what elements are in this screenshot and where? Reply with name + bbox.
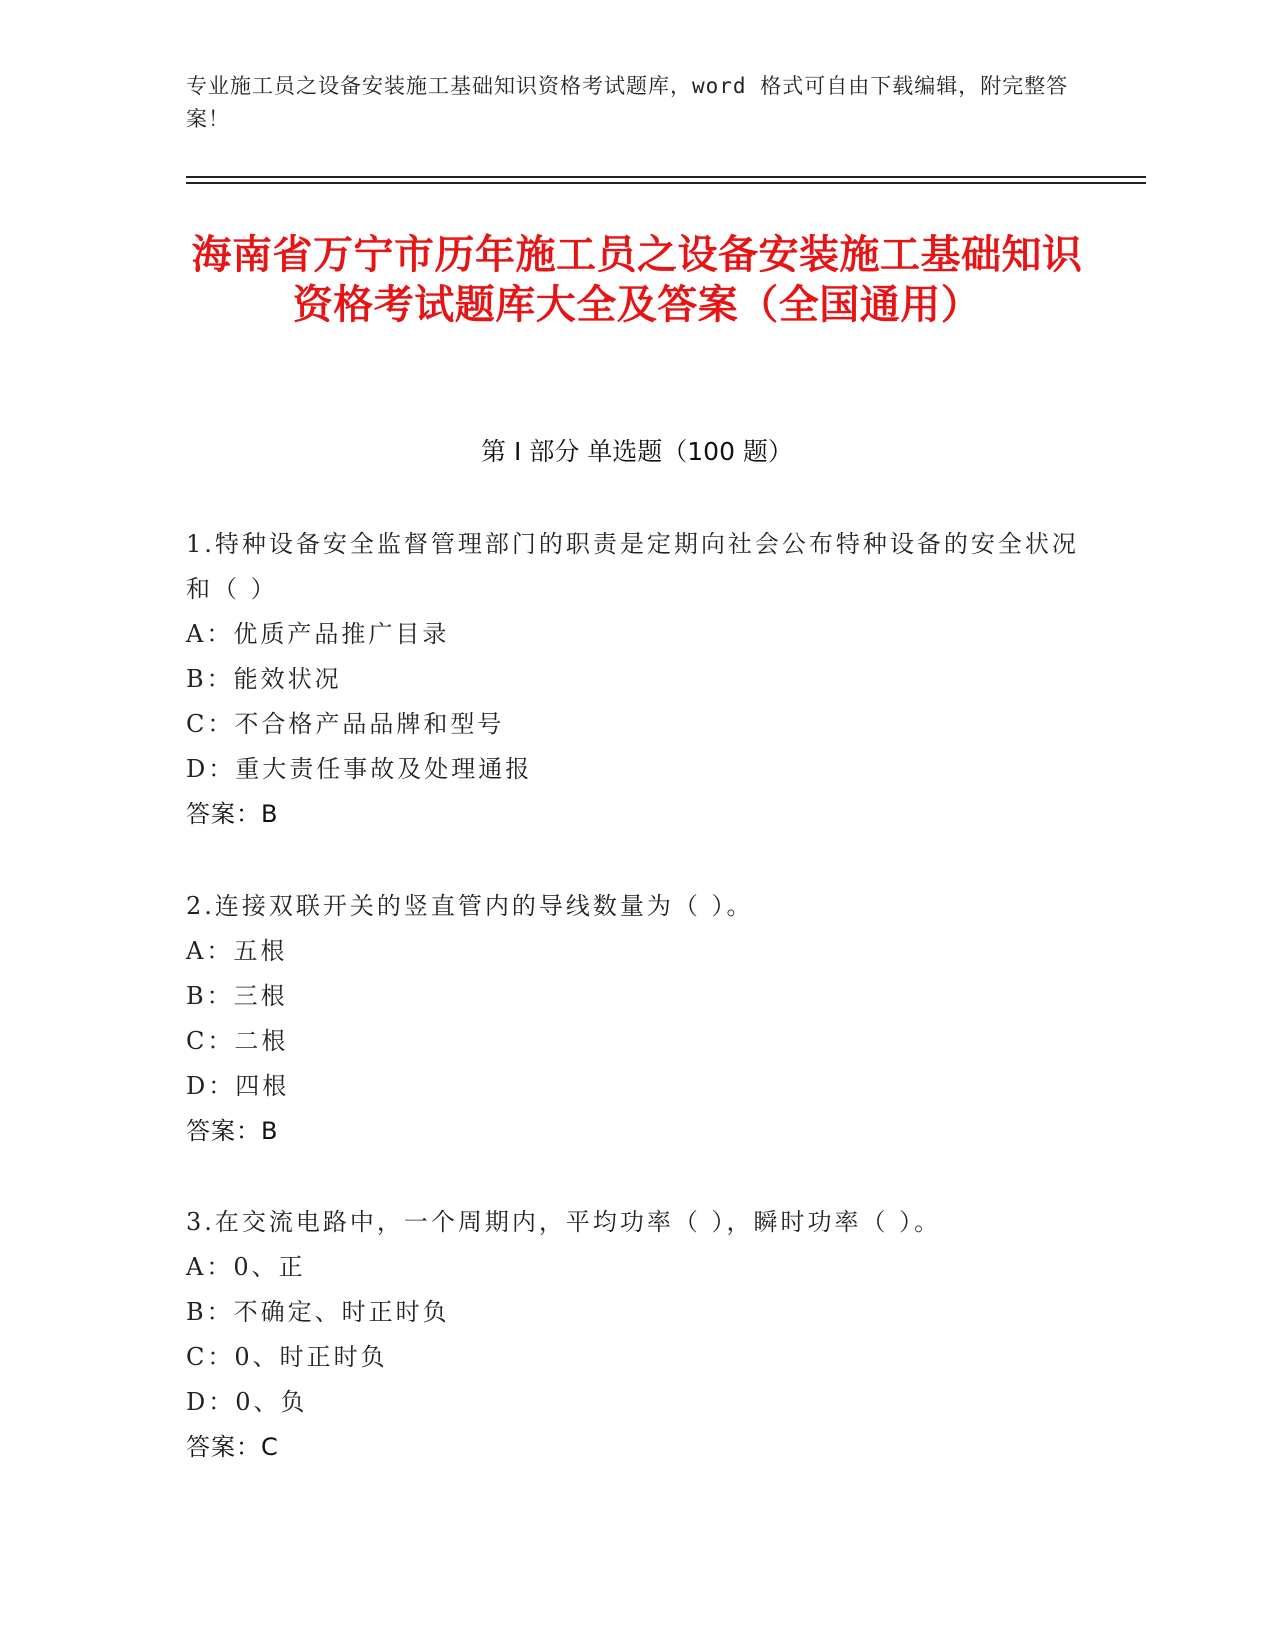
- question-stem: 1.特种设备安全监督管理部门的职责是定期向社会公布特种设备的安全状况和（ ）: [186, 530, 1079, 603]
- question-stem: 3.在交流电路中，一个周期内，平均功率（ ），瞬时功率（ ）。: [186, 1208, 942, 1236]
- question-stem: 2.连接双联开关的竖直管内的导线数量为（ ）。: [186, 892, 754, 920]
- option-d: D：0、负: [186, 1388, 308, 1416]
- option-b: B：能效状况: [186, 665, 342, 693]
- header-divider-bottom: [186, 182, 1146, 184]
- question-block: [186, 522, 1086, 837]
- answer-line: 答案：B: [186, 1117, 279, 1145]
- option-d: D：重大责任事故及处理通报: [186, 755, 533, 783]
- answer-line: 答案：B: [186, 800, 279, 828]
- option-c: C：二根: [186, 1027, 289, 1055]
- question-block: [186, 884, 1086, 1154]
- option-c: C：0、时正时负: [186, 1343, 388, 1371]
- question-block: [186, 1200, 1086, 1470]
- option-b: B：三根: [186, 982, 288, 1010]
- option-b: B：不确定、时正时负: [186, 1298, 450, 1326]
- option-c: C：不合格产品品牌和型号: [186, 710, 505, 738]
- option-a: A：五根: [186, 937, 288, 965]
- option-a: A：优质产品推广目录: [186, 620, 450, 648]
- section-title: 第 I 部分 单选题（100 题）: [481, 437, 793, 466]
- answer-line: 答案：C: [186, 1433, 279, 1461]
- header-divider-top: [186, 176, 1146, 178]
- document-title: 海南省万宁市历年施工员之设备安装施工基础知识资格考试题库大全及答案（全国通用）: [191, 232, 1083, 328]
- header-note: 专业施工员之设备安装施工基础知识资格考试题库，word 格式可自由下载编辑，附完整答案！: [186, 74, 1069, 131]
- option-d: D：四根: [186, 1072, 290, 1100]
- option-a: A：0、正: [186, 1253, 306, 1281]
